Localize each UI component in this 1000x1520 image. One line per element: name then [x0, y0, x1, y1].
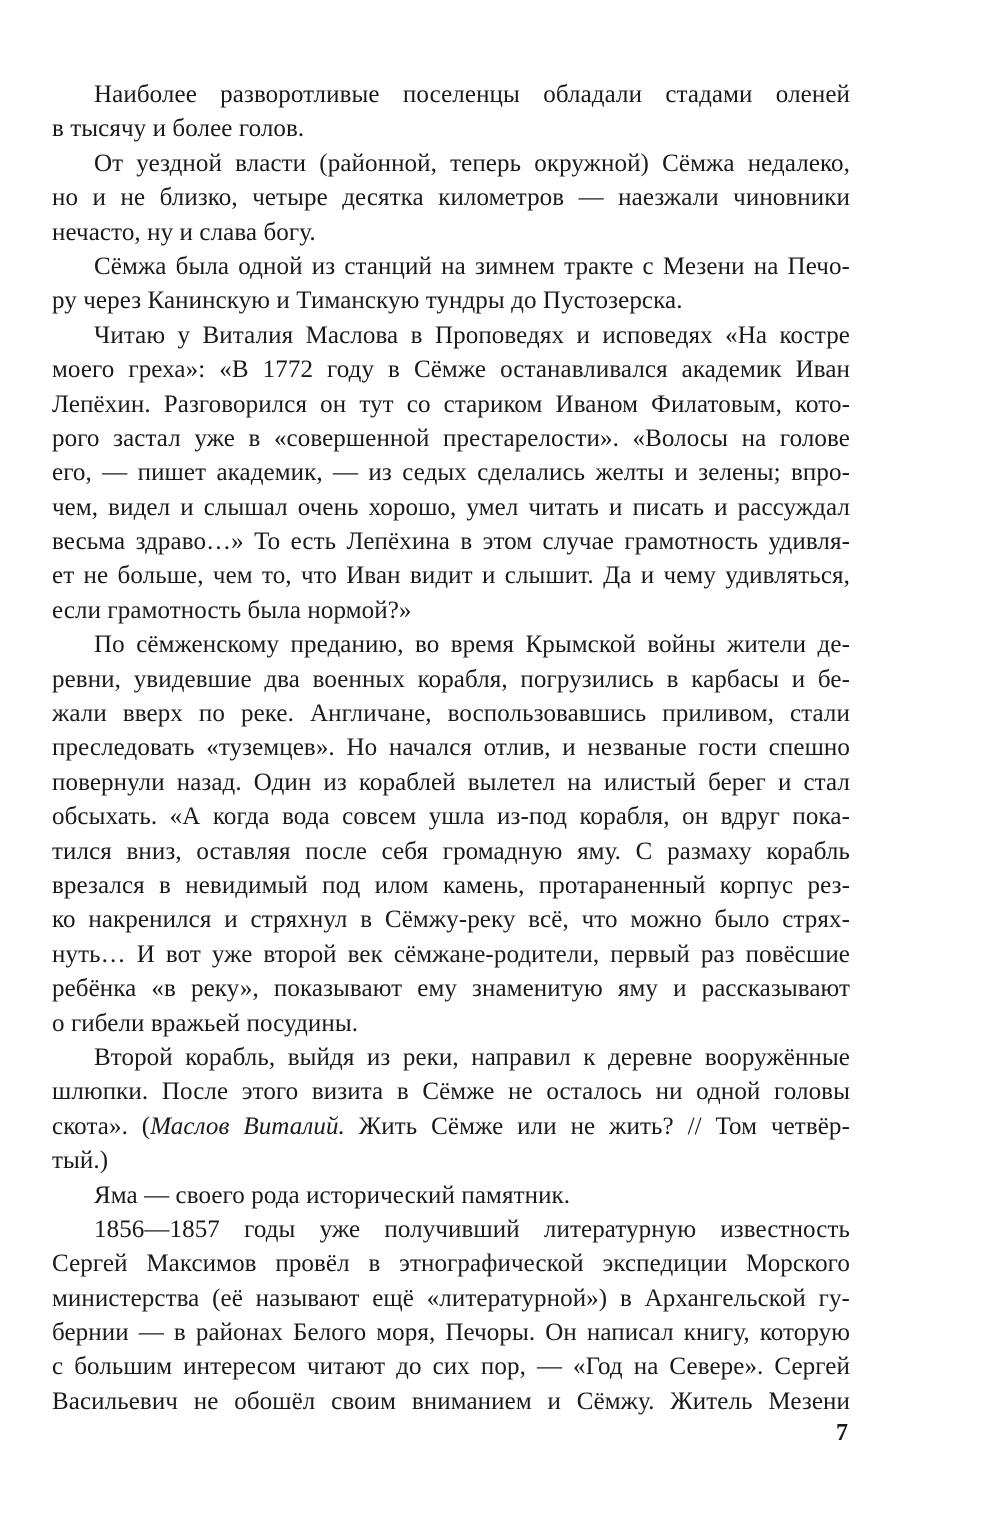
text-line: По сёмженскому преданию, во время Крымской войны жители де-	[94, 631, 850, 659]
text-line: Лепёхин. Разговорился он тут со стариком Иваном Филатовым, кото-	[52, 390, 850, 418]
text-line: повернули назад. Один из кораблей вылетел на илистый берег и стал	[52, 768, 850, 796]
text-line: Васильевич не обошёл своим вниманием и Сёмжу. Житель Мезени	[52, 1387, 850, 1415]
text-line: но и не близко, четыре десятка километров — наезжали чиновники	[52, 184, 850, 212]
text-line: тился вниз, оставляя после себя громадную яму. С размаху корабль	[52, 837, 850, 865]
main-text	[52, 78, 850, 1419]
text-line: моего греха»: «В 1772 году в Сёмже останавливался академик Иван	[52, 356, 850, 384]
text-line: шлюпки. После этого визита в Сёмже не осталось ни одной головы	[52, 1078, 850, 1106]
text-line: его, — пишет академик, — из седых сделались желты и зелены; впро-	[52, 459, 850, 487]
text-line: весьма здраво…» То есть Лепёхина в этом случае грамотность удивля-	[52, 528, 850, 556]
text-line: министерства (её называют ещё «литературной») в Архангельской гу-	[52, 1284, 850, 1312]
text-line: От уездной власти (районной, теперь окружной) Сёмжа недалеко,	[94, 149, 850, 177]
text-line: жали вверх по реке. Англичане, воспользовавшись приливом, стали	[52, 700, 850, 728]
text-line: чем, видел и слышал очень хорошо, умел читать и писать и рассуждал	[52, 493, 850, 521]
text-line: если грамотность была нормой?»	[52, 596, 412, 624]
text-line: о гибели вражьей посудины.	[52, 1009, 359, 1037]
text-line: ет не больше, чем то, что Иван видит и слышит. Да и чему удивляться,	[52, 562, 850, 590]
text-line: с большим интересом читают до сих пор, — «Год на Севере». Сергей	[52, 1353, 850, 1381]
text-line	[52, 1110, 850, 1144]
text-line: тый.)	[52, 1147, 109, 1175]
text-line: нуть… И вот уже второй век сёмжане-родители, первый раз повёсшие	[52, 940, 850, 968]
text-line: 1856—1857 годы уже получивший литературную известность	[94, 1215, 850, 1243]
page-number: 7	[836, 1420, 848, 1446]
text-line: преследовать «туземцев». Но начался отлив, и незваные гости спешно	[52, 734, 850, 762]
line-suffix: Жить Сёмже или не жить? // Том четвёр-	[358, 1112, 850, 1140]
line-prefix: скота». (	[52, 1112, 151, 1140]
text-line: бернии — в районах Белого моря, Печоры. Он написал книгу, которую	[52, 1319, 850, 1347]
text-line: Яма — своего рода исторический памятник.	[94, 1181, 571, 1209]
text-line: ребёнка «в реку», показывают ему знаменитую яму и рассказывают	[52, 975, 850, 1003]
text-line: врезался в невидимый под илом камень, протараненный корпус рез-	[52, 871, 850, 899]
text-line: Сёмжа была одной из станций на зимнем тракте с Мезени на Печо-	[94, 252, 850, 280]
text-line: ревни, увидевшие два военных корабля, погрузились в карбасы и бе-	[52, 665, 850, 693]
text-line: в тысячу и более голов.	[52, 115, 305, 143]
text-line: Читаю у Виталия Маслова в Проповедях и исповедях «На костре	[94, 321, 850, 349]
text-line: ко накренился и стряхнул в Сёмжу-реку всё, что можно было стрях-	[52, 906, 850, 934]
text-line: нечасто, ну и слава богу.	[52, 218, 316, 246]
text-line: рого застал уже в «совершенной престарелости». «Волосы на голове	[52, 424, 850, 452]
italic-citation: Маслов Виталий.	[150, 1112, 345, 1140]
text-line: Сергей Максимов провёл в этнографической экспедиции Морского	[52, 1250, 850, 1278]
text-line: Второй корабль, выйдя из реки, направил к деревне вооружённые	[94, 1043, 850, 1071]
text-line: Наиболее разворотливые поселенцы обладали стадами оленей	[94, 81, 850, 108]
text-line: ру через Канинскую и Тиманскую тундры до Пустозерска.	[52, 287, 683, 315]
text-line: обсыхать. «А когда вода совсем ушла из-под корабля, он вдруг пока-	[52, 803, 850, 831]
